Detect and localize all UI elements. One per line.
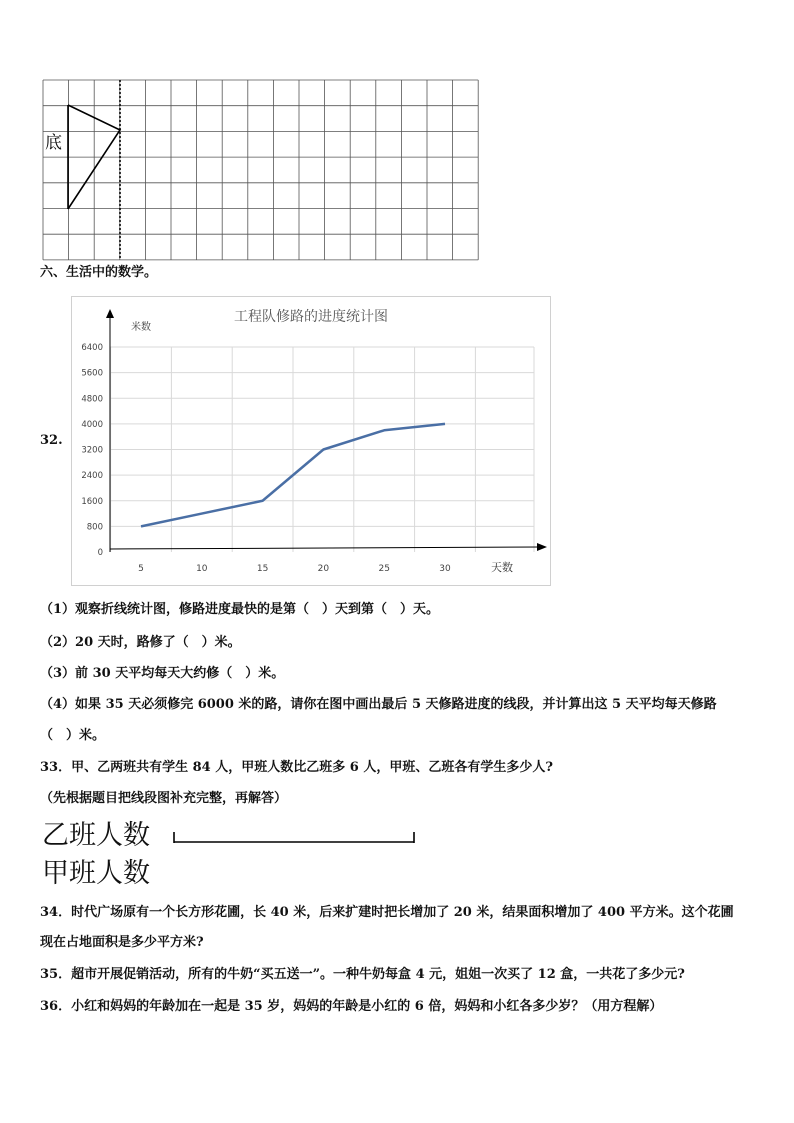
y-tick-label: 5600 (81, 368, 103, 379)
q33-line2: （先根据题目把线段图补充完整，再解答） (40, 791, 288, 806)
q32-sub2: （2）20 天时，路修了（ ）米。 (40, 635, 241, 650)
x-tick-label: 25 (378, 564, 390, 574)
y-tick-label: 2400 (81, 471, 103, 482)
y-tick-label: 3200 (81, 445, 103, 456)
grid-lines (43, 80, 478, 260)
y-axis-label: 米数 (131, 322, 151, 333)
q35-line1: 35．超市开展促销活动，所有的牛奶“买五送一”。一种牛奶每盒 4 元，姐姐一次买了 12 盒，一共花了多少元? (40, 967, 685, 982)
y-tick-label: 1600 (81, 496, 103, 507)
q33-line1: 33．甲、乙两班共有学生 84 人，甲班人数比乙班多 6 人，甲班、乙班各有学生多少人? (40, 760, 553, 775)
y-tick-label: 4800 (81, 394, 103, 405)
q36-line1: 36．小红和妈妈的年龄加在一起是 35 岁，妈妈的年龄是小红的 6 倍，妈妈和小红各多少岁？（用方程解） (40, 999, 663, 1014)
x-tick-label: 10 (196, 564, 208, 574)
question-32-number: 32. (40, 433, 63, 448)
section-title: 六、生活中的数学。 (40, 265, 158, 280)
x-axis-label: 天数 (491, 561, 513, 574)
q32-sub3: （3）前 30 天平均每天大约修（ ）米。 (40, 666, 285, 681)
progress-line-chart (71, 296, 551, 586)
x-tick-label: 30 (439, 564, 451, 574)
q34-line2: 现在占地面积是多少平方米? (40, 935, 204, 950)
y-tick-label: 6400 (81, 343, 103, 353)
q34-line1: 34．时代广场原有一个长方形花圃，长 40 米，后来扩建时把长增加了 20 米，结果面积增加了 400 平方米。这个花圃 (40, 905, 734, 920)
y-tick-label: 800 (86, 522, 103, 533)
q32-sub1: （1）观察折线统计图，修路进度最快的是第（ ）天到第（ ）天。 (40, 602, 440, 617)
chart-title: 工程队修路的进度统计图 (234, 309, 388, 325)
grid-label-base: 底 (45, 133, 62, 153)
segment-diagram-yi (170, 828, 420, 848)
grid-figure (0, 0, 794, 270)
y-tick-label: 4000 (81, 419, 103, 430)
y-tick-label: 0 (97, 548, 103, 558)
x-tick-label: 20 (317, 564, 330, 574)
x-tick-label: 15 (256, 564, 269, 574)
chart-frame (72, 297, 551, 586)
q32-sub4-line1: （4）如果 35 天必须修完 6000 米的路，请你在图中画出最后 5 天修路进度的线段，并计算出这 5 天平均每天修路 (40, 697, 717, 712)
q33-label-jia: 甲班人数 (42, 858, 150, 889)
q33-label-yi: 乙班人数 (42, 820, 150, 851)
x-tick-label: 5 (138, 564, 144, 574)
q32-sub4-line2: （ ）米。 (40, 728, 106, 743)
